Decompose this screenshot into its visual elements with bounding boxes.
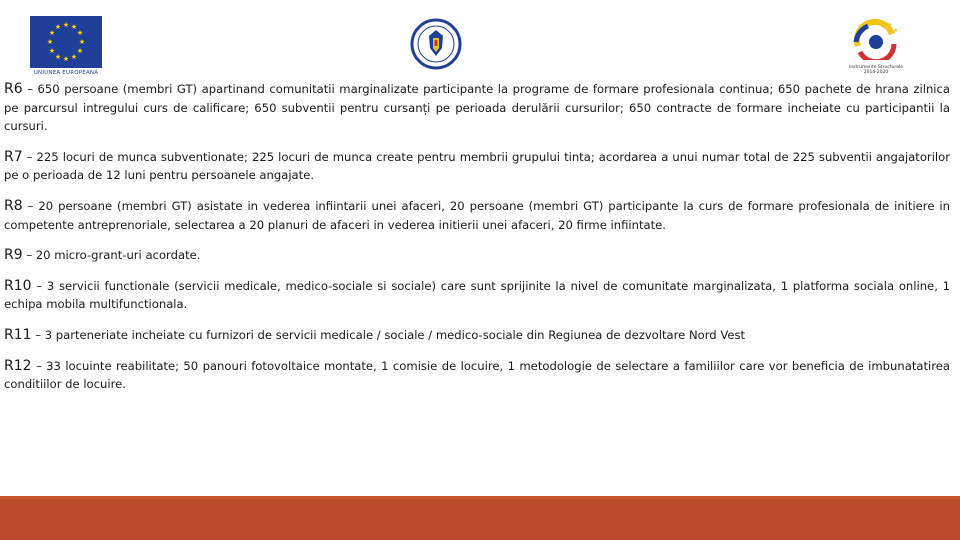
result-r11 xyxy=(4,326,950,345)
svg-text:★: ★ xyxy=(881,20,886,26)
svg-text:★: ★ xyxy=(70,23,78,31)
structural-instruments-icon xyxy=(846,18,906,60)
eu-caption: UNIUNEA EUROPEANĂ xyxy=(33,70,99,76)
result-r8 xyxy=(4,197,950,234)
result-r10 xyxy=(4,277,950,314)
svg-text:★: ★ xyxy=(48,29,56,37)
svg-text:★: ★ xyxy=(886,21,893,29)
svg-text:★: ★ xyxy=(46,38,54,46)
is-caption-years: 2014-2020 xyxy=(863,70,889,75)
eu-logo xyxy=(30,16,102,78)
footer-band xyxy=(0,499,960,540)
result-text: – 3 parteneriate incheiate cu furnizori de servicii medicale / sociale / medico-sociale din Regiunea de dezvoltare Nord Vest xyxy=(31,327,746,342)
result-r9 xyxy=(4,246,950,265)
result-code: R6 xyxy=(4,81,23,97)
svg-text:★: ★ xyxy=(893,27,899,34)
result-text: – 3 servicii functionale (servicii medicale, medico-sociale si sociale) care sunt sprijinite la nivel de comunitate marginalizata, 1 platforma sociala online, 1 echipa mobila multifunctionala. xyxy=(4,278,950,312)
results-list xyxy=(4,80,950,406)
is-caption-line1: Instrumente Structurale xyxy=(849,65,903,70)
result-text: – 650 persoane (membri GT) apartinand comunitatii marginalizate participante la programe de formare profesionala continua; 650 pachete de hrana zilnica pe parcursul intregului curs de calificare; 650 subventii pentru cursanți pe perioada derulării cursurilor; 650 contracte de formare incheiate cu participantii la cursuri. xyxy=(4,82,950,134)
result-code: R9 xyxy=(4,247,23,264)
result-code: R12 xyxy=(4,357,32,374)
result-text: – 225 locuri de munca subventionate; 225 locuri de munca create pentru membrii grupului tinta; acordarea a unui numar total de 225 subventii angajatorilor pe o perioada de 12 luni pentru persoanele angajate. xyxy=(4,149,950,183)
result-r12 xyxy=(4,357,950,394)
result-text: – 33 locuinte reabilitate; 50 panouri fotovoltaice montate, 1 comisie de locuire, 1 metodologie de selectare a familiilor care vor beneficia de imbunatatirea conditiilor de locuire. xyxy=(4,358,950,392)
result-r6 xyxy=(4,80,950,136)
svg-text:★: ★ xyxy=(54,23,62,31)
structural-instruments-logo xyxy=(846,18,906,74)
svg-text:★: ★ xyxy=(76,29,84,37)
result-code: R11 xyxy=(4,326,32,343)
result-code: R10 xyxy=(4,277,32,294)
result-text: – 20 micro-grant-uri acordate. xyxy=(22,248,201,263)
svg-text:★: ★ xyxy=(62,55,70,63)
svg-text:★: ★ xyxy=(76,47,84,55)
result-r7 xyxy=(4,148,950,185)
svg-text:★: ★ xyxy=(78,38,86,46)
result-code: R8 xyxy=(4,197,23,214)
svg-text:★: ★ xyxy=(70,53,78,61)
svg-text:★: ★ xyxy=(62,21,70,29)
result-code: R7 xyxy=(4,148,23,165)
svg-text:★: ★ xyxy=(54,53,62,61)
structural-instruments-caption xyxy=(846,65,906,75)
svg-text:★: ★ xyxy=(48,47,56,55)
result-text: – 20 persoane (membri GT) asistate in vederea infiintarii unei afaceri, 20 persoane (membri GT) participante la curs de formare profesionala de initiere in competente antreprenoriale, selectarea a 20 planuri de afaceri in vederea initierii unei afaceri, 20 firme infiintate. xyxy=(4,198,950,232)
coat-of-arms-icon xyxy=(410,18,462,70)
romanian-government-logo xyxy=(410,18,462,70)
eu-stars-icon xyxy=(30,16,102,68)
eu-flag-icon xyxy=(30,16,102,68)
